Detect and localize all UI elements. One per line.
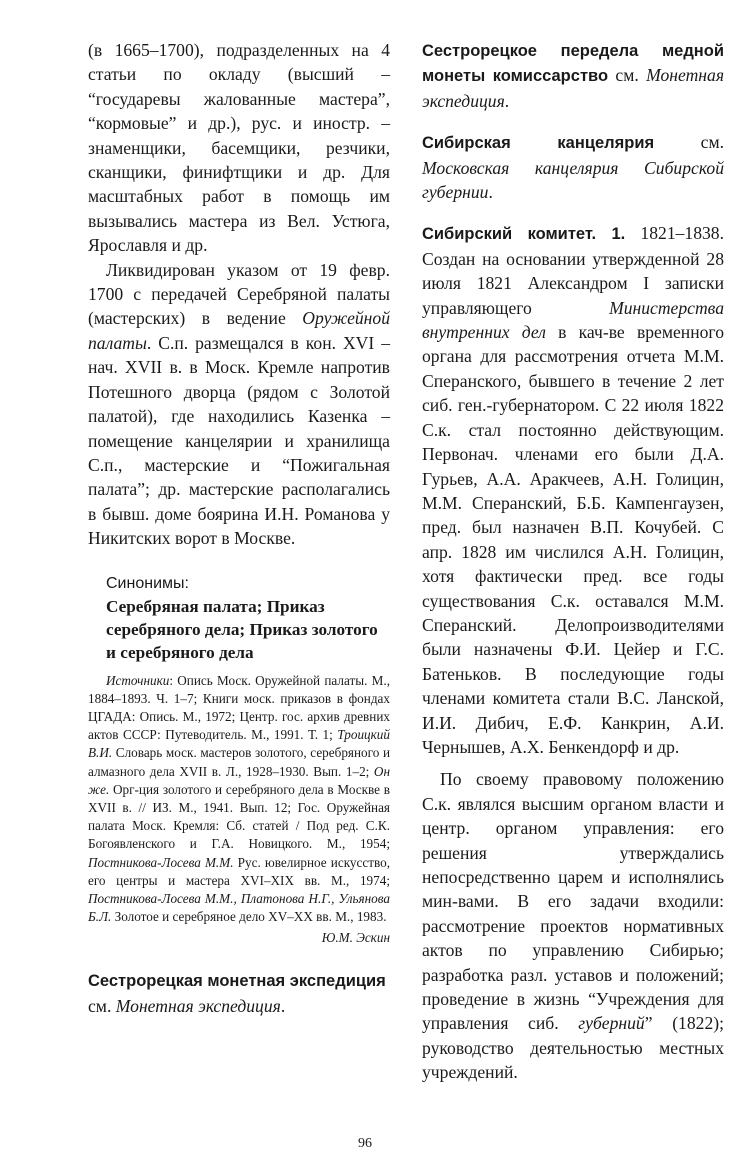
synonyms-label: Синонимы: <box>106 574 189 592</box>
right-column <box>422 38 724 1085</box>
cross-reference: Монетная экспедиция <box>422 65 724 111</box>
entry-term: Сибирская канцелярия <box>422 134 655 153</box>
entry-sibirskaya-kantselyariya: Сибирская канцелярия см. Московская канцелярия Сибирской губернии. <box>422 132 724 203</box>
left-column <box>88 38 390 1018</box>
paragraph-liquidation: Ликвидирован указом от 19 февр. 1700 с передачей Серебряной палаты (мастерских) в ведение Оружейной палаты. С.п. размещался в кон. XVI – нач. XVII в. в Моск. Кремле напротив Потешного дворца (рядом с Золотой палатой), где находились Казенка – помещение канцелярии и хранилища С.п., мастерские и “Пожигальная палата”; др. мастерские располагались в бывш. доме боярина И.Н. Романова у Никитских ворот в Москве. <box>88 259 390 549</box>
ref-ministry-internal-affairs: Министерства внутренних дел <box>422 297 724 343</box>
entry-term: Сестрорецкая монетная экспедиция <box>88 972 386 991</box>
sources-block: Источники: Опись Моск. Оружейной палаты. М., 1884–1893. Ч. 1–7; Книги моск. приказов в фондах ЦГАДА: Опись. М., 1972; Центр. гос. архив древних актов СССР: Путеводитель. М., 1991. Т. 1; Троицкий В.И. Словарь моск. мастеров золотого, серебряного и алмазного дела XVII в. Л., 1928–1930. Вып. 1–2; Он же. Орг-ция золотого и серебряного дела в Москве в XVII в. // ИЗ. М., 1941. Вып. 12; Гос. Оружейная палата Моск. Кремля: Сб. статей / Под ред. С.К. Богоявленского и Г.А. Новицкого. М., 1954; Постникова-Лосева М.М. Рус. ювелирное искусство, его центры и мастера XVI–XIX вв. М., 1974; Постникова-Лосева М.М., Платонова Н.Г., Ульянова Б.Л. Золотое и серебряное дело XV–XX вв. М., 1983. <box>88 672 391 925</box>
ref-oruzheynaya-palata: Оружейной палаты <box>88 308 390 353</box>
synonyms-list: Серебряная палата; Приказ серебряного дела; Приказ золотого и серебряного дела <box>106 596 378 662</box>
paragraph-intro: (в 1665–1700), подразделенных на 4 статьи по окладу (высший – “государевы жалованные мастера”, “кормовые” и др.), рус. и иностр. – знаменщики, басемщики, резчики, сканщики, финифтщики и др. Для масштабных работ в помощь им вызывались мастера из Вел. Устюга, Ярославля и др. <box>88 40 390 256</box>
entry-sestroretskaya-expedition: Сестрорецкая монетная экспедиция см. Монетная экспедиция. <box>88 972 386 1016</box>
cross-reference: Московская канцелярия Сибирской губернии <box>422 157 724 203</box>
article-author: Ю.М. Эскин <box>321 930 390 946</box>
entry-term: Сестрорецкое передела медной монеты комиссарство <box>422 42 724 86</box>
cross-reference: Монетная экспедиция <box>115 995 281 1016</box>
entry-term: Сибирский комитет. 1. <box>422 225 626 244</box>
paragraph-legal-status: По своему правовому положению С.к. являлся высшим органом власти и центр. органом управления: его решения утверждались непосредственно царем и исполнялись мин-вами. В его задачи входили: рассмотрение проектов нормативных актов по управлению Сибирью; разработка разл. уставов и положений; проведение в жизнь “Учреждения для управления сиб. губерний” (1822); руководство деятельностью местных учреждений. <box>422 769 724 1083</box>
entry-sibirskiy-komitet: Сибирский комитет. 1. 1821–1838. Создан на основании утвержденной 28 июля 1821 Александром I записки управляющего Министерства внутренних дел в кач-ве временного органа для рассмотрения отчета М.М. Сперанского, бывшего в течение 2 лет сиб. ген.-губернатором. С 22 июля 1822 С.к. стал постоянно действующим. Первонач. членами его были Д.А. Гурьев, А.А. Аракчеев, А.Н. Голицин, М.М. Сперанский, Б.Б. Кампенгаузен, пред. был назначен В.П. Кочубей. С апр. 1828 им числился А.Н. Голицин, хотя фактически пред. все годы существования С.к. оставался М.М. Сперанский. Делопроизводителями были назначены Ф.И. Цейер и Г.С. Батеньков. В последующие годы членами комитета стали В.С. Ланской, И.И. Дибич, Е.Ф. Канкрин, А.И. Чернышев, А.Х. Бенкендорф и др. <box>422 223 725 757</box>
page-number: 96 <box>358 1136 372 1151</box>
entry-sestroretskoe-komissarstvo: Сестрорецкое передела медной монеты комиссарство см. Монетная экспедиция. <box>422 42 724 111</box>
